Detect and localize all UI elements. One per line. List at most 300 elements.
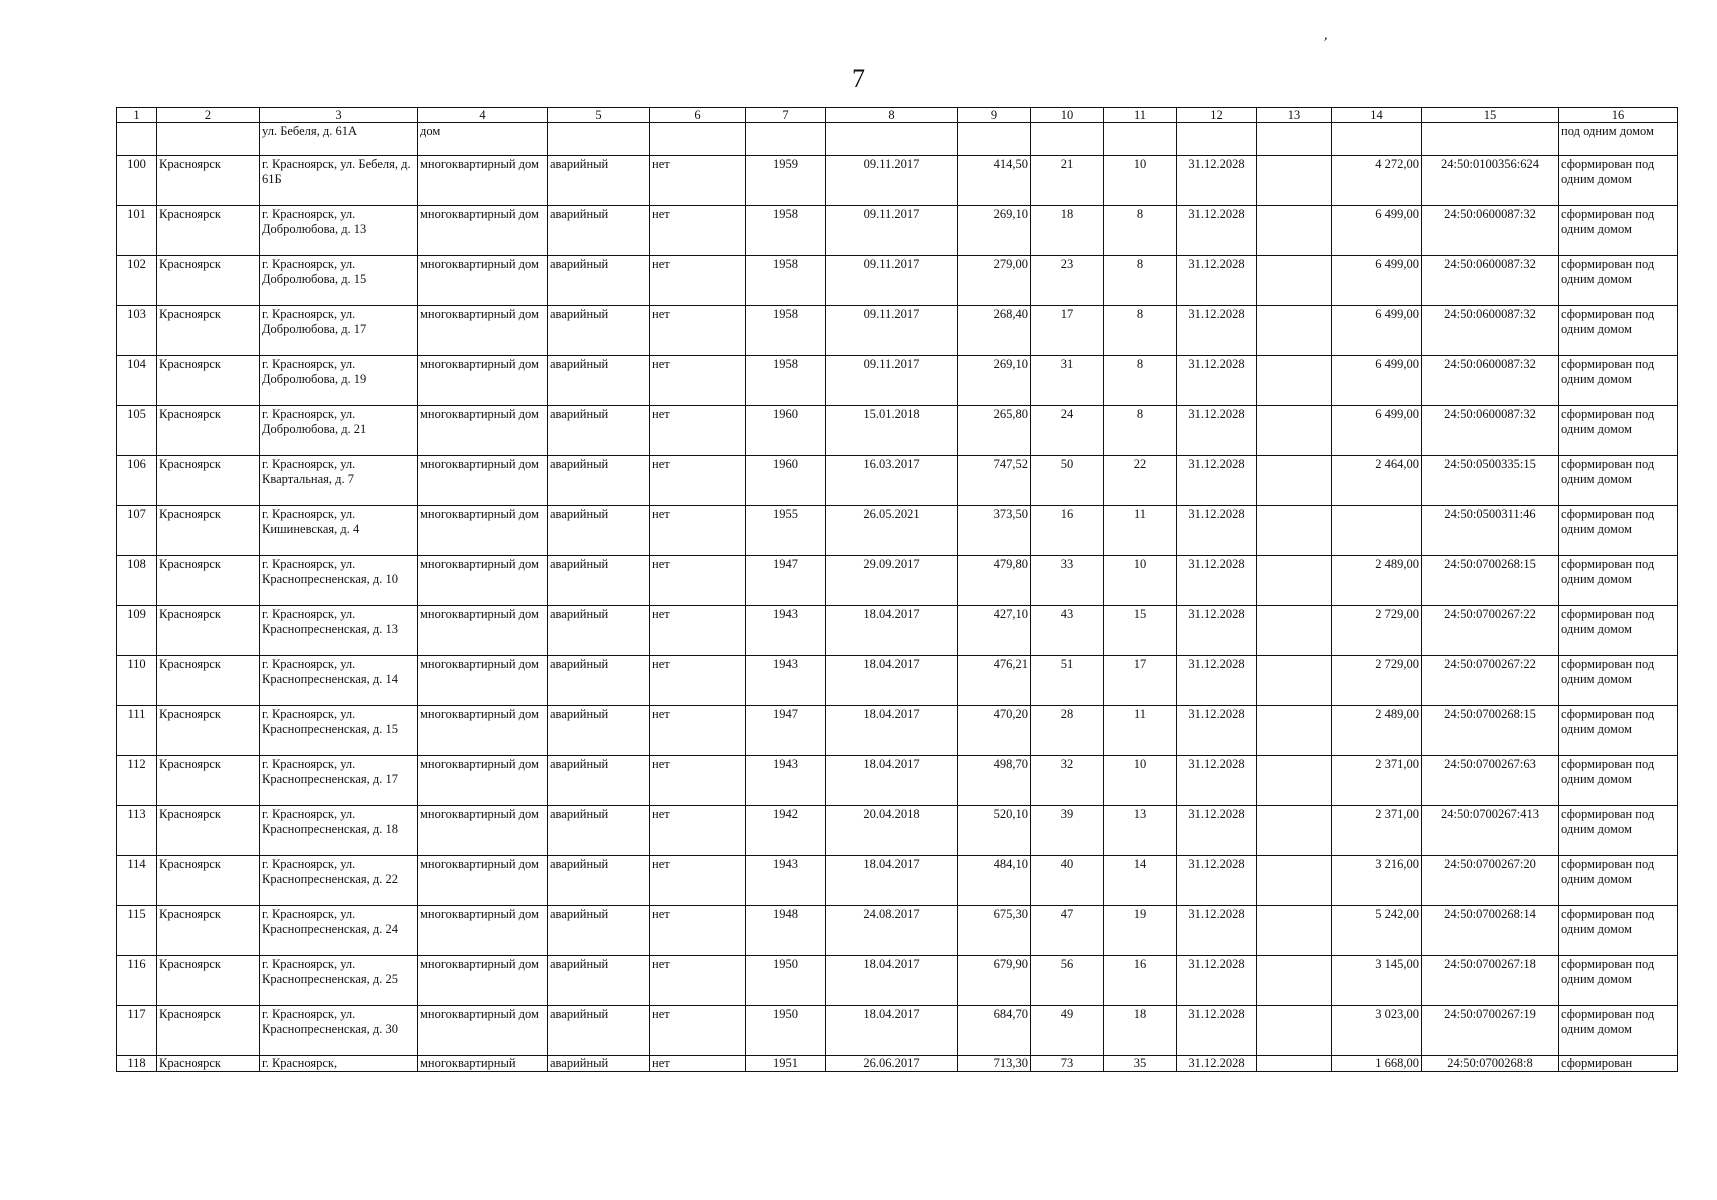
column-header: 15 [1422,108,1559,123]
cell-city: Красноярск [157,506,260,556]
cell-status: сформирован под одним домом [1559,356,1678,406]
cell-col13 [1257,906,1332,956]
table-row [117,656,1678,706]
cell-date: 20.04.2018 [826,806,958,856]
cell-col14: 2 489,00 [1332,556,1422,606]
cell-col14: 3 023,00 [1332,1006,1422,1056]
cell-condition [548,123,650,156]
cell-number: 107 [117,506,157,556]
cell-col11: 19 [1104,906,1177,956]
cell-flag: нет [650,856,746,906]
cell-year: 1959 [746,156,826,206]
cell-col13 [1257,256,1332,306]
cell-area [958,123,1031,156]
cell-number: 118 [117,1056,157,1072]
cell-flag: нет [650,206,746,256]
cell-date: 15.01.2018 [826,406,958,456]
cell-flag: нет [650,156,746,206]
cell-number: 111 [117,706,157,756]
table-row [117,456,1678,506]
cell-cadastral [1422,123,1559,156]
cell-col14: 6 499,00 [1332,406,1422,456]
cell-number: 101 [117,206,157,256]
cell-number: 110 [117,656,157,706]
cell-col10 [1031,123,1104,156]
cell-cadastral: 24:50:0500335:15 [1422,456,1559,506]
cell-address: г. Красноярск, ул. Добролюбова, д. 15 [260,256,418,306]
column-header: 9 [958,108,1031,123]
cell-deadline: 31.12.2028 [1177,306,1257,356]
cell-type: многоквартирный дом [418,956,548,1006]
cell-col10: 28 [1031,706,1104,756]
cell-address: г. Красноярск, ул. Краснопресненская, д. 25 [260,956,418,1006]
cell-flag: нет [650,906,746,956]
cell-number: 104 [117,356,157,406]
cell-city: Красноярск [157,756,260,806]
cell-city: Красноярск [157,556,260,606]
cell-address: г. Красноярск, ул. Кишиневская, д. 4 [260,506,418,556]
cell-flag: нет [650,606,746,656]
cell-cadastral: 24:50:0700268:15 [1422,556,1559,606]
cell-col10: 47 [1031,906,1104,956]
cell-year: 1943 [746,856,826,906]
cell-cadastral: 24:50:0700268:14 [1422,906,1559,956]
cell-deadline: 31.12.2028 [1177,756,1257,806]
cell-number: 109 [117,606,157,656]
cell-col11: 10 [1104,556,1177,606]
cell-condition: аварийный [548,456,650,506]
cell-status: сформирован [1559,1056,1678,1072]
cell-flag [650,123,746,156]
cell-col10: 50 [1031,456,1104,506]
cell-type: многоквартирный дом [418,406,548,456]
cell-deadline: 31.12.2028 [1177,656,1257,706]
cell-number [117,123,157,156]
cell-col11: 8 [1104,356,1177,406]
cell-address: г. Красноярск, ул. Краснопресненская, д. 18 [260,806,418,856]
cell-status: сформирован под одним домом [1559,756,1678,806]
cell-col11: 15 [1104,606,1177,656]
cell-condition: аварийный [548,256,650,306]
cell-flag: нет [650,556,746,606]
table-row [117,406,1678,456]
cell-status: сформирован под одним домом [1559,556,1678,606]
page-number: 7 [852,64,865,93]
cell-col14: 2 729,00 [1332,606,1422,656]
cell-condition: аварийный [548,206,650,256]
cell-address: г. Красноярск, ул. Добролюбова, д. 17 [260,306,418,356]
cell-year [746,123,826,156]
cell-flag: нет [650,956,746,1006]
cell-city: Красноярск [157,956,260,1006]
cell-deadline: 31.12.2028 [1177,456,1257,506]
cell-col13 [1257,406,1332,456]
cell-date: 26.06.2017 [826,1056,958,1072]
cell-deadline [1177,123,1257,156]
column-header: 8 [826,108,958,123]
cell-date: 09.11.2017 [826,306,958,356]
cell-col13 [1257,123,1332,156]
cell-city: Красноярск [157,706,260,756]
cell-city: Красноярск [157,906,260,956]
cell-condition: аварийный [548,1006,650,1056]
cell-flag: нет [650,456,746,506]
cell-cadastral: 24:50:0600087:32 [1422,306,1559,356]
cell-col11: 14 [1104,856,1177,906]
cell-city [157,123,260,156]
cell-area: 279,00 [958,256,1031,306]
cell-status: сформирован под одним домом [1559,806,1678,856]
cell-condition: аварийный [548,1056,650,1072]
cell-condition: аварийный [548,706,650,756]
cell-deadline: 31.12.2028 [1177,906,1257,956]
cell-deadline: 31.12.2028 [1177,956,1257,1006]
cell-flag: нет [650,756,746,806]
cell-year: 1947 [746,706,826,756]
cell-condition: аварийный [548,656,650,706]
cell-type: многоквартирный дом [418,606,548,656]
cell-address: г. Красноярск, ул. Краснопресненская, д. 13 [260,606,418,656]
column-header: 12 [1177,108,1257,123]
cell-deadline: 31.12.2028 [1177,806,1257,856]
cell-city: Красноярск [157,1006,260,1056]
cell-area: 373,50 [958,506,1031,556]
cell-type: многоквартирный дом [418,356,548,406]
cell-condition: аварийный [548,406,650,456]
cell-type: дом [418,123,548,156]
cell-condition: аварийный [548,806,650,856]
cell-city: Красноярск [157,256,260,306]
cell-deadline: 31.12.2028 [1177,1006,1257,1056]
cell-col13 [1257,1006,1332,1056]
cell-type: многоквартирный дом [418,806,548,856]
cell-number: 106 [117,456,157,506]
cell-date: 18.04.2017 [826,856,958,906]
cell-flag: нет [650,1056,746,1072]
cell-status: сформирован под одним домом [1559,256,1678,306]
cell-col14 [1332,506,1422,556]
cell-col14: 6 499,00 [1332,306,1422,356]
cell-col14: 1 668,00 [1332,1056,1422,1072]
cell-number: 113 [117,806,157,856]
column-header: 6 [650,108,746,123]
cell-city: Красноярск [157,606,260,656]
cell-type: многоквартирный дом [418,556,548,606]
cell-col13 [1257,306,1332,356]
cell-deadline: 31.12.2028 [1177,506,1257,556]
cell-cadastral: 24:50:0700267:22 [1422,656,1559,706]
cell-col14: 4 272,00 [1332,156,1422,206]
cell-col11: 10 [1104,756,1177,806]
cell-col14: 2 371,00 [1332,806,1422,856]
cell-address: г. Красноярск, ул. Добролюбова, д. 19 [260,356,418,406]
cell-type: многоквартирный дом [418,156,548,206]
cell-flag: нет [650,806,746,856]
cell-number: 102 [117,256,157,306]
cell-col14 [1332,123,1422,156]
cell-year: 1947 [746,556,826,606]
cell-status: сформирован под одним домом [1559,606,1678,656]
cell-deadline: 31.12.2028 [1177,1056,1257,1072]
cell-year: 1960 [746,406,826,456]
cell-area: 684,70 [958,1006,1031,1056]
cell-col10: 32 [1031,756,1104,806]
cell-area: 479,80 [958,556,1031,606]
cell-area: 269,10 [958,206,1031,256]
cell-condition: аварийный [548,606,650,656]
cell-date: 26.05.2021 [826,506,958,556]
cell-year: 1951 [746,1056,826,1072]
cell-condition: аварийный [548,156,650,206]
cell-area: 675,30 [958,906,1031,956]
table-row [117,506,1678,556]
cell-col13 [1257,806,1332,856]
cell-date: 18.04.2017 [826,756,958,806]
cell-col10: 17 [1031,306,1104,356]
table-row [117,556,1678,606]
cell-date: 16.03.2017 [826,456,958,506]
cell-area: 265,80 [958,406,1031,456]
cell-status: сформирован под одним домом [1559,1006,1678,1056]
cell-col14: 3 145,00 [1332,956,1422,1006]
cell-col11: 8 [1104,206,1177,256]
cell-col11: 8 [1104,306,1177,356]
cell-col13 [1257,556,1332,606]
column-header: 11 [1104,108,1177,123]
table-row-continued [117,123,1678,156]
cell-year: 1942 [746,806,826,856]
cell-cadastral: 24:50:0700267:63 [1422,756,1559,806]
cell-city: Красноярск [157,856,260,906]
cell-cadastral: 24:50:0500311:46 [1422,506,1559,556]
cell-area: 679,90 [958,956,1031,1006]
cell-number: 116 [117,956,157,1006]
cell-city: Красноярск [157,456,260,506]
cell-city: Красноярск [157,806,260,856]
cell-status: сформирован под одним домом [1559,706,1678,756]
cell-condition: аварийный [548,506,650,556]
cell-type: многоквартирный дом [418,306,548,356]
cell-condition: аварийный [548,556,650,606]
cell-col11: 13 [1104,806,1177,856]
cell-condition: аварийный [548,906,650,956]
cell-area: 427,10 [958,606,1031,656]
table-row [117,1006,1678,1056]
cell-number: 100 [117,156,157,206]
cell-city: Красноярск [157,356,260,406]
cell-deadline: 31.12.2028 [1177,156,1257,206]
cell-year: 1958 [746,356,826,406]
cell-cadastral: 24:50:0100356:624 [1422,156,1559,206]
cell-col10: 73 [1031,1056,1104,1072]
cell-col14: 6 499,00 [1332,206,1422,256]
cell-col13 [1257,756,1332,806]
cell-flag: нет [650,656,746,706]
cell-col11: 8 [1104,256,1177,306]
cell-year: 1960 [746,456,826,506]
cell-col11: 16 [1104,956,1177,1006]
cell-date: 18.04.2017 [826,956,958,1006]
cell-col10: 23 [1031,256,1104,306]
cell-number: 117 [117,1006,157,1056]
cell-col14: 2 464,00 [1332,456,1422,506]
cell-col13 [1257,706,1332,756]
cell-area: 498,70 [958,756,1031,806]
column-header: 4 [418,108,548,123]
cell-city: Красноярск [157,156,260,206]
cell-deadline: 31.12.2028 [1177,856,1257,906]
cell-flag: нет [650,1006,746,1056]
cell-col10: 21 [1031,156,1104,206]
cell-col14: 2 489,00 [1332,706,1422,756]
cell-deadline: 31.12.2028 [1177,606,1257,656]
cell-col14: 3 216,00 [1332,856,1422,906]
cell-col10: 33 [1031,556,1104,606]
cell-area: 269,10 [958,356,1031,406]
cell-type: многоквартирный дом [418,656,548,706]
cell-flag: нет [650,256,746,306]
cell-col14: 5 242,00 [1332,906,1422,956]
cell-condition: аварийный [548,306,650,356]
cell-status: сформирован под одним домом [1559,306,1678,356]
cell-col11 [1104,123,1177,156]
cell-date: 18.04.2017 [826,706,958,756]
cell-year: 1950 [746,956,826,1006]
table-row [117,856,1678,906]
cell-status: сформирован под одним домом [1559,856,1678,906]
cell-number: 103 [117,306,157,356]
cell-type: многоквартирный дом [418,456,548,506]
cell-cadastral: 24:50:0600087:32 [1422,206,1559,256]
cell-address: г. Красноярск, ул. Квартальная, д. 7 [260,456,418,506]
table-row [117,956,1678,1006]
cell-flag: нет [650,306,746,356]
cell-address: г. Красноярск, ул. Добролюбова, д. 21 [260,406,418,456]
cell-area: 476,21 [958,656,1031,706]
cell-condition: аварийный [548,956,650,1006]
cell-cadastral: 24:50:0700268:8 [1422,1056,1559,1072]
cell-flag: нет [650,706,746,756]
cell-city: Красноярск [157,406,260,456]
cell-deadline: 31.12.2028 [1177,706,1257,756]
cell-flag: нет [650,406,746,456]
cell-deadline: 31.12.2028 [1177,256,1257,306]
cell-type: многоквартирный дом [418,706,548,756]
cell-col10: 16 [1031,506,1104,556]
cell-col10: 18 [1031,206,1104,256]
table-row [117,256,1678,306]
cell-col13 [1257,856,1332,906]
cell-status: сформирован под одним домом [1559,156,1678,206]
cell-status: сформирован под одним домом [1559,656,1678,706]
column-header: 1 [117,108,157,123]
cell-col14: 6 499,00 [1332,256,1422,306]
cell-date: 09.11.2017 [826,156,958,206]
cell-col11: 17 [1104,656,1177,706]
cell-col13 [1257,606,1332,656]
cell-address: г. Красноярск, ул. Краснопресненская, д. 24 [260,906,418,956]
cell-col13 [1257,656,1332,706]
cell-col11: 11 [1104,706,1177,756]
table-row [117,306,1678,356]
cell-col10: 49 [1031,1006,1104,1056]
cell-address: г. Красноярск, ул. Краснопресненская, д. 15 [260,706,418,756]
cell-col13 [1257,156,1332,206]
cell-cadastral: 24:50:0700267:413 [1422,806,1559,856]
cell-address: г. Красноярск, ул. Бебеля, д. 61Б [260,156,418,206]
table-row [117,806,1678,856]
cell-year: 1943 [746,756,826,806]
cell-col14: 6 499,00 [1332,356,1422,406]
cell-type: многоквартирный дом [418,206,548,256]
cell-year: 1943 [746,656,826,706]
cell-date [826,123,958,156]
table-row [117,606,1678,656]
cell-address: г. Красноярск, ул. Краснопресненская, д. 10 [260,556,418,606]
cell-year: 1958 [746,206,826,256]
cell-cadastral: 24:50:0700267:19 [1422,1006,1559,1056]
table-row [117,756,1678,806]
cell-col13 [1257,206,1332,256]
cell-address: г. Красноярск, ул. Краснопресненская, д. 17 [260,756,418,806]
cell-type: многоквартирный [418,1056,548,1072]
cell-col13 [1257,506,1332,556]
table-row [117,156,1678,206]
cell-city: Красноярск [157,306,260,356]
cell-col14: 2 729,00 [1332,656,1422,706]
column-header: 10 [1031,108,1104,123]
column-header: 2 [157,108,260,123]
cell-area: 484,10 [958,856,1031,906]
cell-type: многоквартирный дом [418,506,548,556]
cell-year: 1958 [746,306,826,356]
column-header: 13 [1257,108,1332,123]
cell-date: 09.11.2017 [826,256,958,306]
cell-condition: аварийный [548,856,650,906]
cell-area: 713,30 [958,1056,1031,1072]
cell-col11: 8 [1104,406,1177,456]
cell-col13 [1257,456,1332,506]
cell-flag: нет [650,356,746,406]
housing-registry-table [116,107,1678,1072]
cell-status: сформирован под одним домом [1559,506,1678,556]
table-row [117,356,1678,406]
cell-area: 470,20 [958,706,1031,756]
cell-col11: 22 [1104,456,1177,506]
column-header: 7 [746,108,826,123]
cell-address: г. Красноярск, ул. Краснопресненская, д. 30 [260,1006,418,1056]
cell-year: 1943 [746,606,826,656]
cell-date: 18.04.2017 [826,656,958,706]
cell-area: 520,10 [958,806,1031,856]
cell-col13 [1257,956,1332,1006]
cell-area: 747,52 [958,456,1031,506]
column-header: 14 [1332,108,1422,123]
cell-col13 [1257,1056,1332,1072]
cell-condition: аварийный [548,756,650,806]
cell-status: под одним домом [1559,123,1678,156]
cell-deadline: 31.12.2028 [1177,406,1257,456]
cell-city: Красноярск [157,656,260,706]
cell-number: 114 [117,856,157,906]
cell-status: сформирован под одним домом [1559,406,1678,456]
cell-address: г. Красноярск, ул. Краснопресненская, д. 22 [260,856,418,906]
column-header: 3 [260,108,418,123]
cell-col11: 10 [1104,156,1177,206]
cell-year: 1955 [746,506,826,556]
column-number-row [117,108,1678,123]
cell-col10: 31 [1031,356,1104,406]
